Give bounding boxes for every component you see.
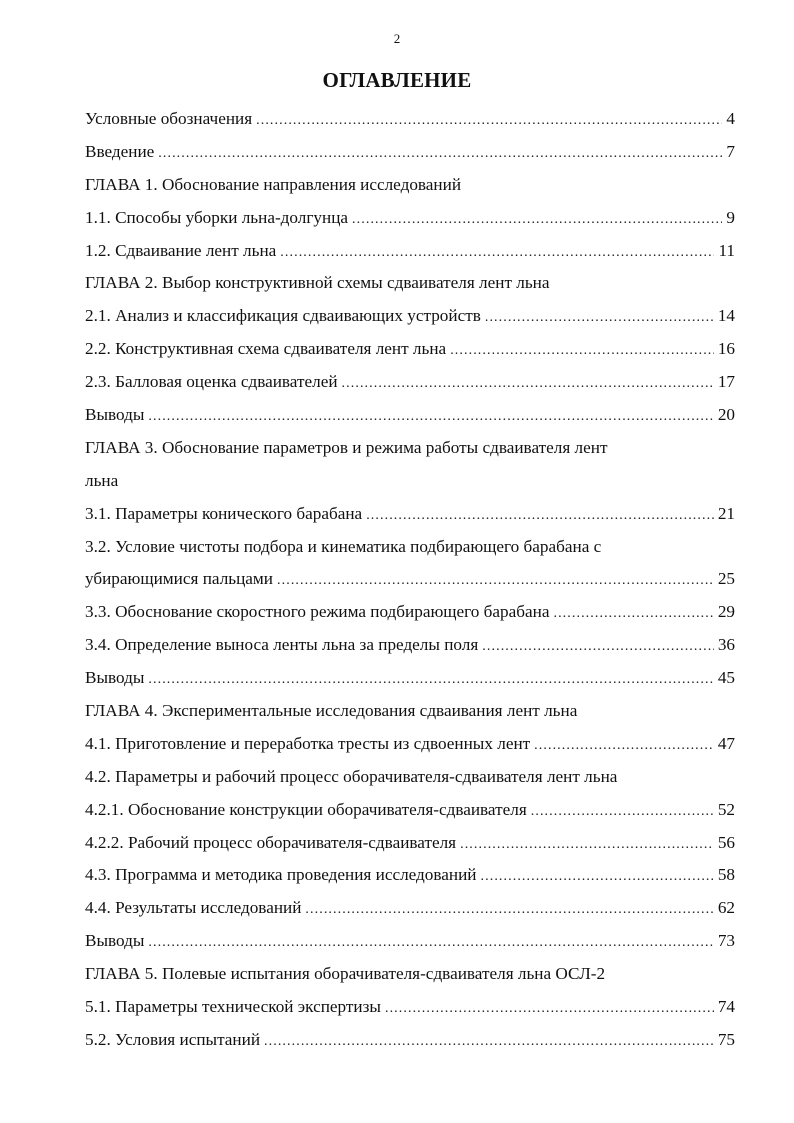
toc-entry-title: льна <box>85 470 119 490</box>
toc-entry <box>85 235 735 268</box>
toc-entry-title: ГЛАВА 5. Полевые испытания оборачивателя-сдваивателя льна ОСЛ-2 <box>85 964 606 984</box>
toc-leader-dots <box>305 894 713 927</box>
toc-entry-page: 14 <box>717 306 735 326</box>
toc-entry <box>85 136 735 169</box>
toc-entry-title: Выводы <box>85 931 145 951</box>
toc-entry-page: 47 <box>717 733 735 753</box>
toc-entry <box>85 465 735 498</box>
toc-leader-dots <box>481 861 714 894</box>
toc-entry <box>85 827 735 860</box>
toc-entry <box>85 300 735 333</box>
toc-entry-title: 4.3. Программа и методика проведения исследований <box>85 865 477 885</box>
toc-entry-page: 16 <box>717 339 735 359</box>
toc-leader-dots <box>148 927 713 960</box>
toc-entry <box>85 991 735 1024</box>
toc-entry-title: 4.1. Приготовление и переработка тресты из сдвоенных лент <box>85 733 531 753</box>
toc-entry-title: Введение <box>85 141 155 161</box>
toc-leader-dots <box>485 302 714 335</box>
toc-entry-title: убирающимися пальцами <box>85 569 274 589</box>
toc-entry-title: 2.1. Анализ и классификация сдваивающих устройств <box>85 306 481 326</box>
toc-entry-title: 4.2. Параметры и рабочий процесс оборачивателя-сдваивателя лент льна <box>85 766 618 786</box>
toc-entry <box>85 498 735 531</box>
toc-leader-dots <box>277 565 714 598</box>
toc-entry-page: 36 <box>717 635 735 655</box>
toc-leader-dots <box>280 237 714 270</box>
toc-entry-page: 45 <box>717 668 735 688</box>
toc-entry-page: 25 <box>717 569 735 589</box>
toc-entry-title: 4.4. Результаты исследований <box>85 898 302 918</box>
toc-entry <box>85 267 735 300</box>
toc-entry-page: 17 <box>717 372 735 392</box>
toc-entry-title: 5.1. Параметры технической экспертизы <box>85 997 381 1017</box>
page-number: 2 <box>393 31 401 46</box>
toc-entry-page: 21 <box>717 503 735 523</box>
toc-entry-page: 7 <box>726 141 735 161</box>
toc-leader-dots <box>385 993 714 1026</box>
toc-entry <box>85 859 735 892</box>
toc-entry-page: 20 <box>717 405 735 425</box>
toc-entry-title: 1.1. Способы уборки льна-долгунца <box>85 207 349 227</box>
toc-entry-page: 58 <box>717 865 735 885</box>
toc-entry-title: 4.2.1. Обоснование конструкции оборачивателя-сдваивателя <box>85 799 527 819</box>
toc-entry <box>85 531 735 564</box>
toc-entry-page: 74 <box>717 997 735 1017</box>
toc-entry-title: Выводы <box>85 668 145 688</box>
toc-entry-page: 75 <box>717 1029 735 1049</box>
toc-entry <box>85 728 735 761</box>
toc-entry-page: 52 <box>717 799 735 819</box>
toc-entry <box>85 892 735 925</box>
toc-entry-title: ГЛАВА 4. Экспериментальные исследования сдваивания лент льна <box>85 701 578 721</box>
toc-entry-title: Условные обозначения <box>85 109 253 128</box>
toc-leader-dots <box>553 598 713 631</box>
toc-entry <box>85 695 735 728</box>
toc-entry <box>85 1024 735 1057</box>
toc-entry-title: Выводы <box>85 405 145 425</box>
toc-entry-title: ГЛАВА 1. Обоснование направления исследований <box>85 174 462 194</box>
table-of-contents <box>85 103 735 1057</box>
toc-entry <box>85 925 735 958</box>
toc-entry-page: 4 <box>726 109 735 128</box>
toc-entry <box>85 662 735 695</box>
toc-entry <box>85 366 735 399</box>
toc-entry <box>85 202 735 235</box>
toc-entry-page: 9 <box>726 207 735 227</box>
toc-entry <box>85 169 735 202</box>
toc-leader-dots <box>531 796 714 829</box>
toc-entry-title: 4.2.2. Рабочий процесс оборачивателя-сдваивателя <box>85 832 457 852</box>
toc-entry-title: 2.2. Конструктивная схема сдваивателя лент льна <box>85 339 447 359</box>
toc-entry <box>85 563 735 596</box>
toc-entry <box>85 629 735 662</box>
toc-entry <box>85 958 735 991</box>
toc-leader-dots <box>534 730 714 763</box>
toc-entry-title: 5.2. Условия испытаний <box>85 1029 261 1049</box>
toc-entry-title: 3.2. Условие чистоты подбора и кинематика подбирающего барабана с <box>85 536 602 556</box>
toc-entry <box>85 432 735 465</box>
toc-entry-page: 29 <box>717 602 735 622</box>
toc-entry-page: 62 <box>717 898 735 918</box>
toc-leader-dots <box>264 1026 714 1059</box>
toc-entry <box>85 596 735 629</box>
toc-entry-title: 3.3. Обоснование скоростного режима подбирающего барабана <box>85 602 550 622</box>
toc-entry-page: 56 <box>717 832 735 852</box>
toc-entry-title: 2.3. Балловая оценка сдваивателей <box>85 372 338 392</box>
page-title: ОГЛАВЛЕНИЕ <box>322 68 472 92</box>
toc-leader-dots <box>148 401 713 434</box>
toc-leader-dots <box>342 368 714 401</box>
toc-leader-dots <box>148 664 713 697</box>
toc-entry <box>85 399 735 432</box>
toc-entry-title: ГЛАВА 3. Обоснование параметров и режима работы сдваивателя лент <box>85 437 608 457</box>
toc-entry-page: 73 <box>717 931 735 951</box>
toc-leader-dots <box>366 500 714 533</box>
toc-leader-dots <box>158 138 722 171</box>
toc-leader-dots <box>352 204 722 237</box>
toc-leader-dots <box>256 105 722 138</box>
toc-entry <box>85 761 735 794</box>
toc-entry-title: 3.4. Определение выноса ленты льна за пределы поля <box>85 635 479 655</box>
toc-entry-title: 1.2. Сдваивание лент льна <box>85 240 277 260</box>
toc-entry <box>85 103 735 136</box>
toc-leader-dots <box>482 631 714 664</box>
toc-entry-page: 11 <box>718 240 735 260</box>
toc-entry <box>85 333 735 366</box>
toc-entry-title: 3.1. Параметры конического барабана <box>85 503 363 523</box>
toc-entry-title: ГЛАВА 2. Выбор конструктивной схемы сдваивателя лент льна <box>85 273 550 293</box>
toc-entry <box>85 794 735 827</box>
toc-leader-dots <box>460 829 714 862</box>
toc-leader-dots <box>450 335 714 368</box>
